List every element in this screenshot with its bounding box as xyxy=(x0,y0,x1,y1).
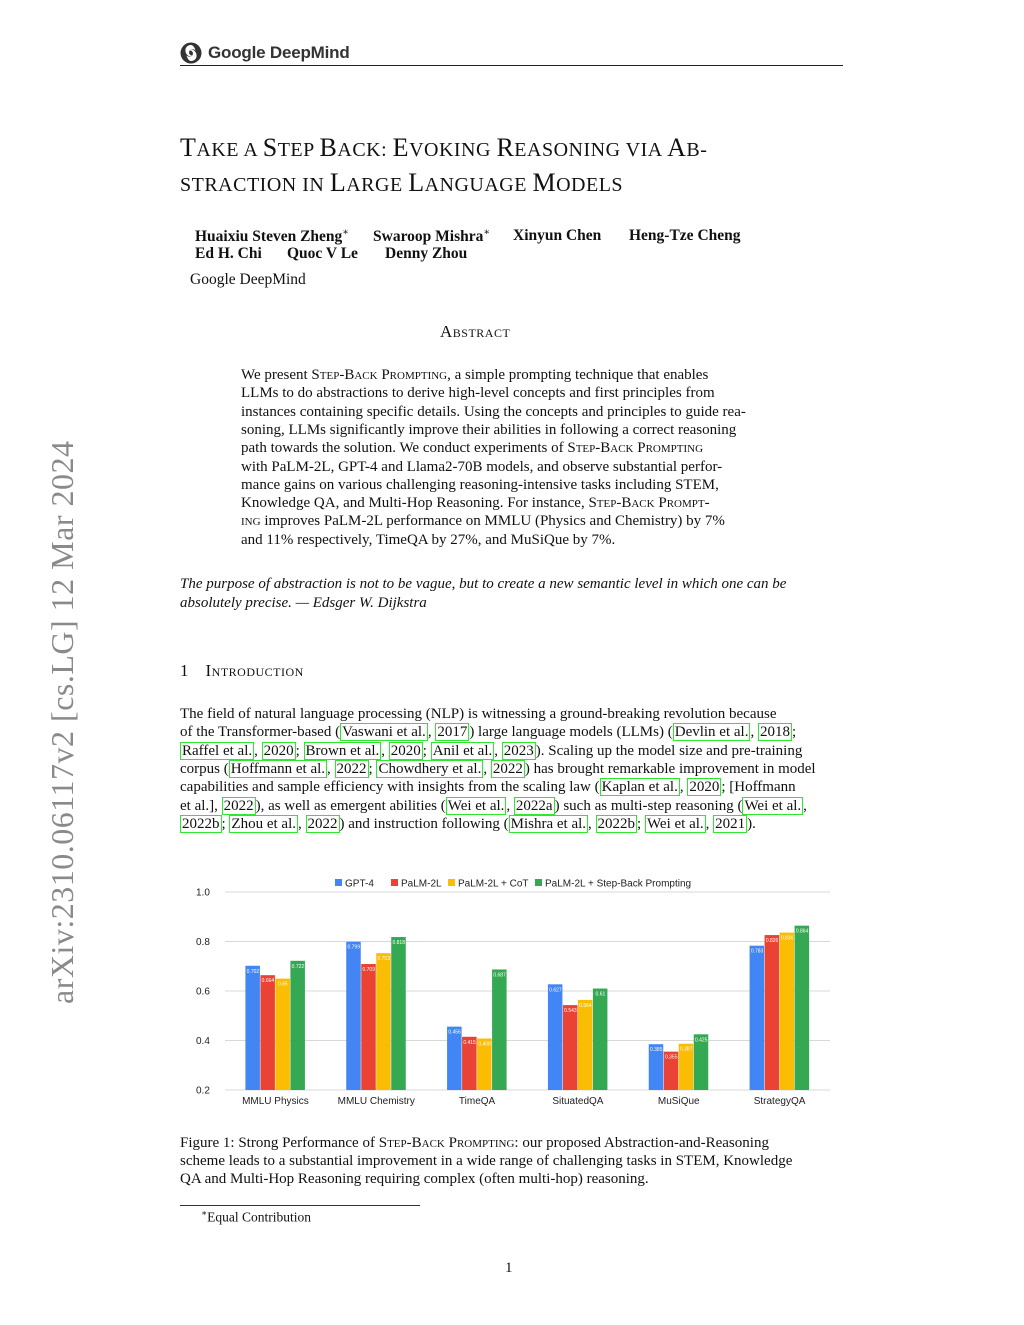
bar-value-label: 0.864 xyxy=(795,928,809,935)
bar xyxy=(275,979,290,1090)
citation-link[interactable]: 2022 xyxy=(492,760,523,777)
logo-text: Google DeepMind xyxy=(208,43,350,62)
abstract-line: instances containing specific details. Using the concepts and principles to guide rea- xyxy=(241,403,746,420)
bar-value-label: 0.687 xyxy=(493,972,506,979)
x-tick-label: SituatedQA xyxy=(552,1096,604,1107)
google-deepmind-logo xyxy=(180,40,350,66)
citation-link[interactable]: Anil et al. xyxy=(432,742,493,759)
citation-link[interactable]: 2022 xyxy=(307,815,338,832)
bar-value-label: 0.65 xyxy=(278,981,288,988)
deepmind-logo-icon xyxy=(180,42,202,64)
intro-line: capabilities and sample efficiency with insights from the scaling law ( Kaplan et al. , 2020 ; [Hoffmann xyxy=(180,779,796,796)
abstract-heading: Abstract xyxy=(440,322,511,341)
bar-value-label: 0.709 xyxy=(362,967,376,974)
abstract-line: We present Step-Back Prompting, a simple prompting technique that enables xyxy=(241,367,709,383)
legend-label: PaLM-2L xyxy=(401,878,442,890)
footnote-rule xyxy=(180,1205,420,1206)
figure-caption-line-3: QA and Multi-Hop Reasoning requiring complex (often multi-hop) reasoning. xyxy=(180,1171,649,1187)
legend-label: PaLM-2L + CoT xyxy=(458,878,529,890)
epigraph-line-2: absolutely precise. — Edsger W. Dijkstra xyxy=(180,595,427,611)
bar xyxy=(376,953,391,1090)
bar xyxy=(245,966,260,1090)
abstract-line: ing improves PaLM-2L performance on MMLU (Physics and Chemistry) by 7% xyxy=(241,513,725,530)
author-name: Ed H. Chi xyxy=(195,245,262,262)
abstract-line: mance gains on various challenging reasoning-intensive tasks including STEM, xyxy=(241,476,719,493)
y-tick-label: 0.4 xyxy=(196,1036,210,1047)
figure-caption-line-1: Figure 1: Strong Performance of Step-Back Prompting: our proposed Abstraction-and-Reasoning xyxy=(180,1135,769,1151)
footnote xyxy=(201,1208,311,1226)
bar xyxy=(290,961,305,1090)
legend-swatch xyxy=(535,879,542,886)
intro-line: Raffel et al. , 2020 ; Brown et al. , 2020 ; Anil et al. , 2023 ). Scaling up the model size and pre-training xyxy=(182,742,803,759)
y-tick-label: 0.8 xyxy=(196,937,210,948)
affiliation: Google DeepMind xyxy=(190,271,306,288)
intro-line: of the Transformer-based ( Vaswani et al. , 2017 ) large language models (LLMs) ( Devlin et al. , 2018 ; xyxy=(180,724,797,741)
bar-value-label: 0.702 xyxy=(246,968,260,975)
citation-link[interactable]: 2022b xyxy=(182,815,220,832)
author-name: Denny Zhou xyxy=(385,245,468,262)
citation-link[interactable]: Wei et al. xyxy=(646,815,704,832)
bar xyxy=(447,1027,462,1090)
bar-value-label: 0.385 xyxy=(649,1047,663,1054)
x-tick-label: StrategyQA xyxy=(753,1096,806,1107)
bar-value-label: 0.627 xyxy=(549,987,562,994)
legend-label: PaLM-2L + Step-Back Prompting xyxy=(545,878,692,890)
bar-value-label: 0.753 xyxy=(377,956,391,963)
y-tick-label: 1.0 xyxy=(196,887,210,899)
citation-link[interactable]: 2020 xyxy=(689,779,720,796)
citation-link[interactable]: 2021 xyxy=(715,815,746,832)
paper-title-line-1: TAKE A STEP BACK: EVOKING REASONING VIA AB- xyxy=(180,133,708,162)
header-rule xyxy=(180,65,843,66)
citation-link[interactable]: 2022b xyxy=(597,815,636,832)
citation-link[interactable]: Raffel et al. xyxy=(182,742,253,759)
footnote-mark: ∗ xyxy=(201,1208,208,1218)
chart-bars xyxy=(245,926,809,1090)
epigraph-line-1: The purpose of abstraction is not to be vague, but to create a new semantic level in which one can be xyxy=(180,576,787,592)
bar-value-label: 0.355 xyxy=(664,1054,678,1061)
citation-link[interactable]: 2017 xyxy=(437,724,468,741)
author-name: Heng-Tze Cheng xyxy=(629,227,741,244)
bar xyxy=(563,1005,578,1090)
intro-line: corpus ( Hoffmann et al. , 2022 ; Chowdhery et al. , 2022 ) has brought remarkable improvement in model xyxy=(180,760,816,777)
bar-value-label: 0.664 xyxy=(261,978,275,985)
author-name: Quoc V Le xyxy=(287,245,358,262)
bar-value-label: 0.387 xyxy=(679,1046,693,1053)
bar-value-label: 0.61 xyxy=(595,991,606,998)
citation-link[interactable]: Zhou et al. xyxy=(231,815,296,832)
bar-value-label: 0.564 xyxy=(579,1002,592,1009)
bar xyxy=(548,984,563,1090)
bar xyxy=(593,989,608,1090)
x-tick-label: MMLU Physics xyxy=(242,1096,309,1107)
author-name: Huaixiu Steven Zheng xyxy=(195,228,343,246)
section-heading-introduction xyxy=(180,661,304,681)
intro-line: et al.], 2022 ), as well as emergent abilities ( Wei et al. , 2022a ) such as multi-step reasoning ( Wei et al. , xyxy=(180,797,807,814)
x-tick-label: MMLU Chemistry xyxy=(337,1096,415,1107)
citation-link[interactable]: Hoffmann et al. xyxy=(230,760,326,777)
author-row-1b xyxy=(373,227,490,246)
equal-contribution-mark: ∗ xyxy=(342,227,350,238)
bar-value-label: 0.826 xyxy=(765,938,779,945)
section-number: 1 xyxy=(180,661,189,680)
bar-value-label: 0.408 xyxy=(478,1041,491,1048)
y-tick-label: 0.6 xyxy=(196,986,210,998)
citation-link[interactable]: 2020 xyxy=(263,742,294,759)
legend-swatch xyxy=(335,879,342,886)
bar-value-label: 0.415 xyxy=(463,1039,476,1046)
bar-value-label: 0.799 xyxy=(347,944,361,951)
author-name: Xinyun Chen xyxy=(513,227,602,244)
chart-x-axis xyxy=(242,1096,806,1107)
citation-link[interactable]: 2022 xyxy=(336,760,367,777)
bar xyxy=(361,964,376,1090)
bar-value-label: 0.836 xyxy=(780,935,794,942)
citation-link[interactable]: Wei et al. xyxy=(447,797,505,814)
citation-link[interactable]: 2022a xyxy=(515,797,553,814)
bar xyxy=(391,937,406,1090)
legend-swatch xyxy=(448,879,455,886)
abstract-line: with PaLM-2L, GPT-4 and Llama2-70B models, and observe substantial perfor- xyxy=(241,458,723,475)
figure-1-bar-chart xyxy=(180,868,840,1113)
author-name: Swaroop Mishra xyxy=(373,228,484,246)
abstract-line: soning, LLMs significantly improve their abilities in following a correct reasoning xyxy=(241,421,737,438)
chart-legend xyxy=(335,879,691,890)
intro-line: 2022b ; Zhou et al. , 2022 ) and instruction following ( Mishra et al. , 2022b ; Wei et al. , 2021 ). xyxy=(182,815,756,832)
equal-contribution-mark: ∗ xyxy=(483,227,491,238)
figure-caption-line-2: scheme leads to a substantial improvement in a wide range of challenging tasks in STEM, Knowledge xyxy=(180,1153,793,1169)
arxiv-identifier[interactable]: arXiv:2310.06117v2 [cs.LG] 12 Mar 2024 xyxy=(44,440,80,1004)
bar-value-label: 0.818 xyxy=(392,940,406,947)
x-tick-label: MuSiQue xyxy=(657,1096,700,1107)
author-row-1 xyxy=(195,227,349,246)
bar-value-label: 0.783 xyxy=(750,948,764,955)
bar xyxy=(750,946,765,1090)
abstract-line: path towards the solution. We conduct experiments of Step-Back Prompting xyxy=(241,440,704,457)
citation-link[interactable]: Vaswani et al. xyxy=(342,724,426,741)
bar xyxy=(492,969,507,1090)
citation-link[interactable]: Devlin et al. xyxy=(674,724,749,741)
bar-value-label: 0.456 xyxy=(448,1029,461,1036)
bar xyxy=(260,975,275,1090)
abstract-line: Knowledge QA, and Multi-Hop Reasoning. For instance, Step-Back Prompt- xyxy=(241,495,710,512)
footnote-text: Equal Contribution xyxy=(207,1209,311,1225)
bar-value-label: 0.425 xyxy=(694,1037,708,1044)
bar xyxy=(765,935,780,1090)
abstract-line: LLMs to do abstractions to derive high-level concepts and first principles from xyxy=(241,385,715,402)
legend-swatch xyxy=(391,879,398,886)
citation-link[interactable]: Chowdhery et al. xyxy=(378,760,482,777)
section-title: Introduction xyxy=(205,661,304,680)
citation-link[interactable]: 2023 xyxy=(503,742,534,759)
intro-line: The field of natural language processing (NLP) is witnessing a ground-breaking revolution because xyxy=(180,706,777,722)
citation-link[interactable]: Wei et al. xyxy=(744,797,802,814)
bar-value-label: 0.722 xyxy=(291,963,305,970)
citation-link[interactable]: 2020 xyxy=(390,742,421,759)
bar xyxy=(578,1000,593,1090)
citation-link[interactable]: 2018 xyxy=(759,724,790,741)
citation-link[interactable]: Kaplan et al. xyxy=(601,779,678,796)
paper-title-line-2: STRACTION IN LARGE LANGUAGE MODELS xyxy=(180,168,624,197)
legend-label: GPT-4 xyxy=(345,878,374,890)
bar xyxy=(795,926,810,1090)
abstract-line: and 11% respectively, TimeQA by 27%, and MuSiQue by 7%. xyxy=(241,531,616,548)
citation-link[interactable]: 2022 xyxy=(223,797,254,814)
bar-value-label: 0.543 xyxy=(564,1008,577,1015)
bar xyxy=(780,933,795,1090)
bar xyxy=(346,942,361,1090)
x-tick-label: TimeQA xyxy=(458,1096,496,1107)
citation-link[interactable]: Mishra et al. xyxy=(510,815,587,832)
page-number: 1 xyxy=(505,1260,513,1276)
citation-link[interactable]: Brown et al. xyxy=(305,742,380,759)
y-tick-label: 0.2 xyxy=(196,1085,210,1097)
